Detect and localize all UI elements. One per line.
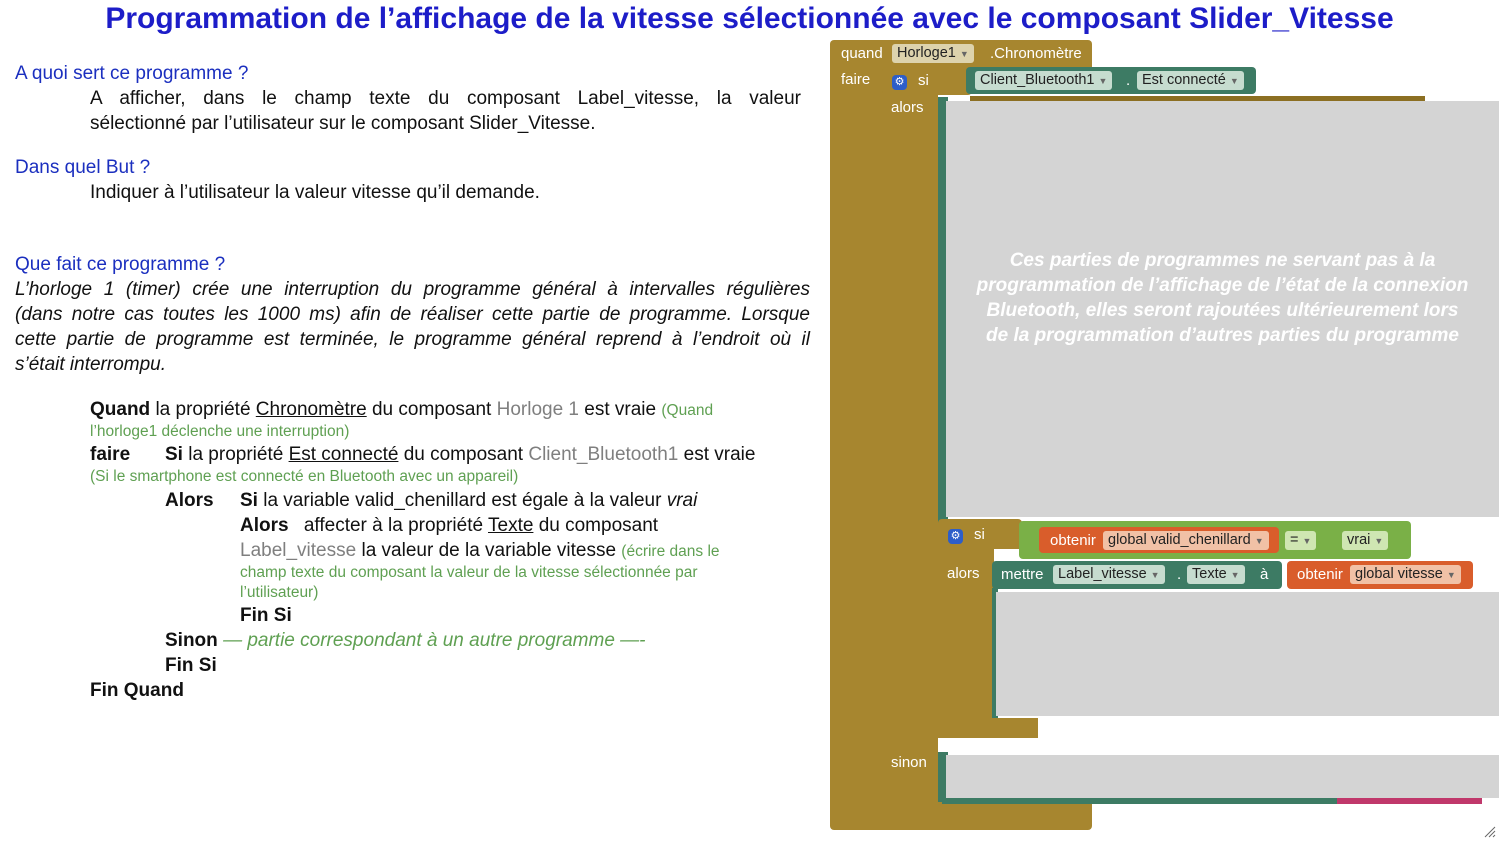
goal-text: Indiquer à l’utilisateur la valeur vitesse qu’il demande. bbox=[90, 182, 540, 203]
what-line-3: cette partie de programme est terminée, le programme général reprend à l’endroit où il bbox=[15, 329, 810, 350]
heading-purpose: A quoi sert ce programme ? bbox=[15, 63, 249, 84]
algo-text: est vraie bbox=[683, 444, 756, 465]
block-faire-label: faire bbox=[841, 71, 871, 88]
kw-alors: Alors bbox=[165, 490, 214, 511]
hidden-blocks-overlay-3 bbox=[946, 755, 1499, 798]
algo-text: la propriété bbox=[155, 399, 251, 420]
hidden-blocks-overlay-2 bbox=[996, 592, 1499, 716]
overlay-note: Ces parties de programmes ne servant pas à la programmation de l’affichage de l’état de la connexion Bluetooth, elles seront rajoutées ultérieurement lors de la programmation d’autres parties du programme bbox=[976, 250, 1469, 346]
algo-text: affecter à la propriété bbox=[303, 515, 484, 536]
algo-text: la variable valid_chenillard est égale à la valeur bbox=[263, 490, 662, 511]
what-line-4: s’était interrompu. bbox=[15, 354, 167, 375]
chevron-down-icon: ▼ bbox=[1098, 76, 1108, 86]
block-dot2: . bbox=[1177, 566, 1182, 583]
block-obtenir2-label: obtenir bbox=[1297, 566, 1343, 583]
event-block-footer bbox=[830, 816, 1092, 830]
chevron-down-icon: ▼ bbox=[1229, 76, 1239, 86]
algo-note: (écrire dans le bbox=[621, 543, 720, 560]
block-vrai-dropdown[interactable]: vrai ▼ bbox=[1342, 531, 1388, 550]
algo-text: la propriété bbox=[188, 444, 284, 465]
algo-prop-estconnecte: Est connecté bbox=[288, 444, 399, 465]
block-obtenir-label: obtenir bbox=[1050, 532, 1096, 549]
block-si-label: si bbox=[918, 72, 929, 89]
kw-sinon: Sinon bbox=[165, 630, 218, 651]
purpose-line-2: sélectionné par l’utilisateur sur le composant Slider_Vitesse. bbox=[90, 113, 596, 134]
block-quand-label: quand bbox=[841, 45, 883, 62]
algo-val-vrai: vrai bbox=[666, 490, 698, 511]
block-sinon-label: sinon bbox=[891, 754, 927, 771]
block-alors-label: alors bbox=[891, 99, 924, 116]
heading-goal: Dans quel But ? bbox=[15, 157, 151, 178]
algo-text: du composant bbox=[371, 399, 492, 420]
algo-note: (Quand bbox=[661, 402, 714, 419]
kw-finquand: Fin Quand bbox=[90, 680, 184, 701]
kw-quand: Quand bbox=[90, 399, 151, 420]
chevron-down-icon: ▼ bbox=[1150, 570, 1160, 580]
kw-finsi-outer: Fin Si bbox=[165, 655, 217, 676]
block-texte-dropdown[interactable]: Texte ▼ bbox=[1187, 565, 1245, 584]
kw-faire: faire bbox=[90, 444, 131, 465]
block-global-vitesse-dropdown[interactable]: global vitesse ▼ bbox=[1350, 565, 1461, 584]
heading-what: Que fait ce programme ? bbox=[15, 254, 226, 275]
algo-text: du composant bbox=[403, 444, 524, 465]
block-si2-label: si bbox=[974, 526, 985, 543]
block-mettre-label: mettre bbox=[1001, 566, 1044, 583]
kw-si: Si bbox=[165, 444, 183, 465]
statement-strip bbox=[1337, 798, 1482, 804]
block-horloge-dropdown[interactable]: Horloge1 ▼ bbox=[892, 44, 974, 63]
block-label-dropdown[interactable]: Label_vitesse ▼ bbox=[1053, 565, 1165, 584]
algo-text: du composant bbox=[538, 515, 659, 536]
chevron-down-icon: ▼ bbox=[1446, 570, 1456, 580]
algo-text: est vraie bbox=[584, 399, 657, 420]
kw-si: Si bbox=[240, 490, 258, 511]
algo-comp-label: Label_vitesse bbox=[240, 540, 357, 561]
gear-icon[interactable]: ⚙ bbox=[892, 72, 907, 90]
algo-comp-horloge: Horloge 1 bbox=[496, 399, 579, 420]
kw-alors: Alors bbox=[240, 515, 289, 536]
gear-icon[interactable]: ⚙ bbox=[948, 526, 963, 544]
block-alors2-label: alors bbox=[947, 565, 980, 582]
algo-sinon-text: — partie correspondant à un autre programme —- bbox=[223, 630, 646, 651]
algo-prop-chronometre: Chronomètre bbox=[255, 399, 367, 420]
if-block-body bbox=[882, 93, 938, 817]
algo-comp-client: Client_Bluetooth1 bbox=[528, 444, 679, 465]
kw-finsi-inner: Fin Si bbox=[240, 605, 292, 626]
chevron-down-icon: ▼ bbox=[1230, 570, 1240, 580]
inner-if-block-footer bbox=[938, 718, 1038, 738]
page-title: Programmation de l’affichage de la vitesse sélectionnée avec le composant Slider_Vitesse bbox=[105, 2, 1394, 35]
statement-strip bbox=[942, 798, 1337, 804]
chevron-down-icon: ▼ bbox=[1374, 536, 1384, 546]
block-estconnecte-dropdown[interactable]: Est connecté ▼ bbox=[1137, 71, 1244, 90]
algo-text: la valeur de la variable vitesse bbox=[361, 540, 617, 561]
chevron-down-icon: ▼ bbox=[1254, 536, 1264, 546]
block-chrono-label: .Chronomètre bbox=[990, 45, 1082, 62]
event-block-body bbox=[830, 66, 884, 818]
algo-note-si: (Si le smartphone est connecté en Bluetooth avec un appareil) bbox=[90, 468, 519, 485]
algo-prop-texte: Texte bbox=[488, 515, 534, 536]
block-eq-dropdown[interactable]: = ▼ bbox=[1285, 531, 1316, 550]
block-a-label: à bbox=[1260, 566, 1269, 583]
block-dot: . bbox=[1126, 72, 1131, 89]
block-global-valid-dropdown[interactable]: global valid_chenillard ▼ bbox=[1103, 531, 1269, 550]
purpose-line-1: A afficher, dans le champ texte du composant Label_vitesse, la valeur bbox=[90, 88, 801, 109]
algo-note-label-2: champ texte du composant la valeur de la vitesse sélectionnée par bbox=[240, 564, 698, 581]
what-line-1: L’horloge 1 (timer) crée une interruption du programme général à intervalles régulières bbox=[15, 279, 810, 300]
chevron-down-icon: ▼ bbox=[959, 49, 969, 59]
resize-grip-icon[interactable] bbox=[1482, 824, 1496, 838]
what-line-2: (dans notre cas toutes les 1000 ms) afin de réaliser cette partie de programme. Lorsque bbox=[15, 304, 810, 325]
chevron-down-icon: ▼ bbox=[1302, 536, 1312, 546]
block-client-dropdown[interactable]: Client_Bluetooth1 ▼ bbox=[975, 71, 1112, 90]
algo-note-label-3: l’utilisateur) bbox=[240, 584, 319, 601]
algo-note-quand: l’horloge1 déclenche une interruption) bbox=[90, 423, 350, 440]
